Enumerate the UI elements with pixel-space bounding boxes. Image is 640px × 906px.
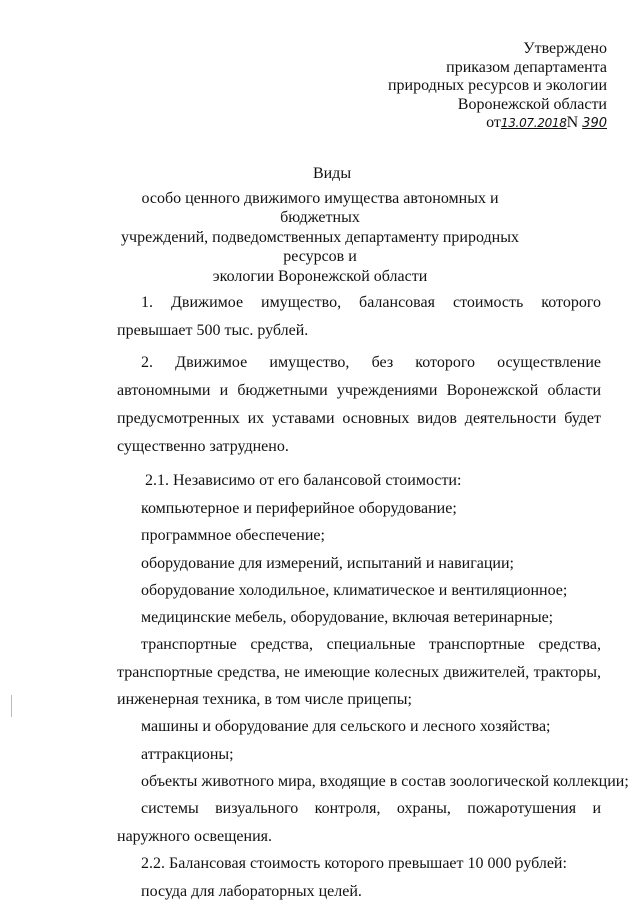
list-item: системы визуального контроля, охраны, пожаротушения и наружного освещения. [117, 800, 601, 845]
scan-margin-mark [11, 695, 12, 717]
list-item: оборудование для измерений, испытаний и навигации; [141, 554, 514, 572]
list-item: аттракционы; [141, 745, 234, 763]
document-title [110, 164, 530, 286]
title-line-2: особо ценного движимого имущества автономных и бюджетных [141, 189, 499, 226]
list-item: оборудование холодильное, климатическое и вентиляционное; [141, 581, 568, 599]
paragraph-1: 1. Движимое имущество, балансовая стоимость которого превышает 500 тыс. рублей. [117, 294, 601, 339]
approval-date-line [388, 114, 607, 134]
item-list [117, 495, 629, 850]
list-item: машины и оборудование для сельского и лесного хозяйства; [141, 718, 551, 736]
approval-line-2: приказом департамента [446, 58, 607, 76]
number-prefix: N [566, 114, 579, 132]
list-item: транспортные средства, специальные транспортные средства, транспортные средства, не имеющие колесных движителей, тракторы, инженерная техника, в том числе прицепы; [117, 636, 601, 709]
list-item: медицинские мебель, оборудование, включая ветеринарные; [141, 609, 554, 627]
paragraph-2-2: 2.2. Балансовая стоимость которого превышает 10 000 рублей: [141, 854, 567, 872]
title-line-1: Виды [312, 165, 352, 182]
handwritten-number: 390 [582, 116, 607, 132]
approval-line-3: природных ресурсов и экологии [387, 77, 607, 95]
list-item: программное обеспечение; [141, 527, 325, 545]
approval-stamp-block [388, 40, 607, 134]
title-line-3: учреждений, подведомственных департаменту природных ресурсов и [121, 228, 519, 265]
title-line-4: экологии Воронежской области [212, 267, 428, 285]
handwritten-date: 13.07.2018 [500, 116, 567, 131]
document-body [117, 289, 629, 906]
date-prefix: от [486, 114, 501, 132]
list-item: посуда для лабораторных целей. [141, 882, 362, 900]
approval-line-4: Воронежской области [457, 95, 607, 113]
approval-line-1: Утверждено [523, 40, 607, 57]
list-item: компьютерное и периферийное оборудование; [141, 500, 457, 517]
paragraph-2: 2. Движимое имущество, без которого осуществление автономными и бюджетными учреждениями Воронежской области предусмотренных их уставами основных видов деятельности будет существенно затруднено. [117, 354, 601, 455]
paragraph-2-1: 2.1. Независимо от его балансовой стоимости: [145, 472, 462, 489]
list-item: объекты животного мира, входящие в состав зоологической коллекции; [141, 772, 629, 790]
